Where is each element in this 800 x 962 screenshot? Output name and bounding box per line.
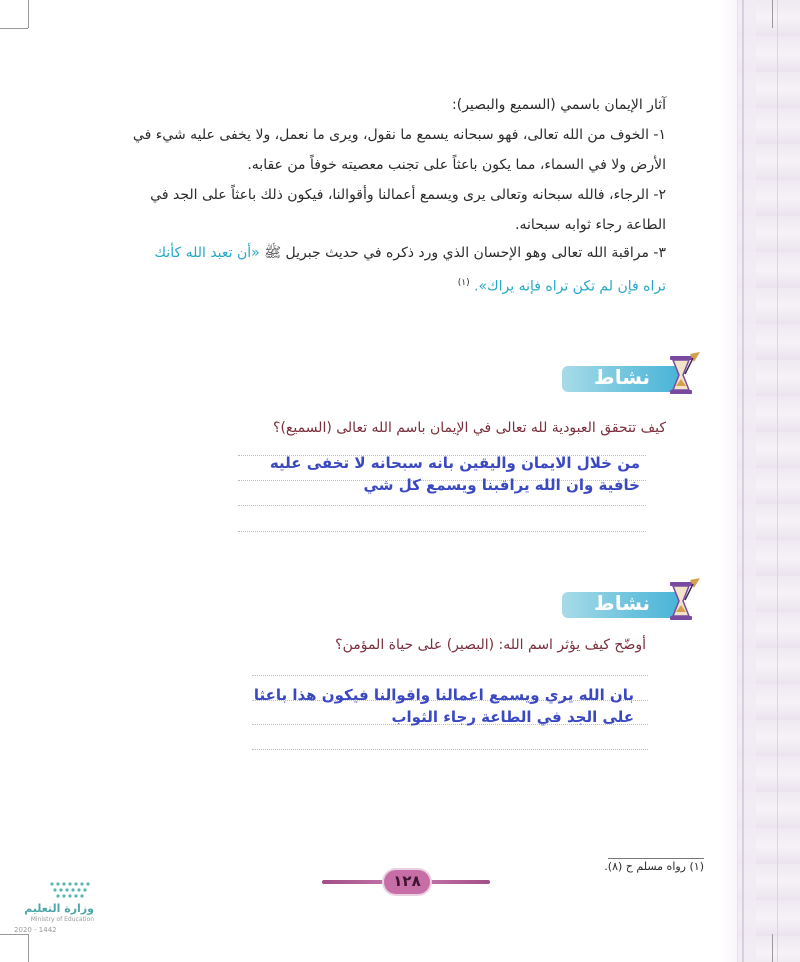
ministry-logo xyxy=(14,880,94,940)
activity-banner xyxy=(562,588,704,622)
list-item: ١- الخوف من الله تعالى، فهو سبحانه يسمع ما نقول، ويرى ما نعمل، ولا يخفى عليه شيء في الأرض ولا في السماء، مما يكون باعثاً على تجنب معصيته خوفاً من عقابه. xyxy=(132,127,666,173)
margin-line xyxy=(742,0,744,962)
decorative-margin-fade xyxy=(720,0,756,962)
activity-banner xyxy=(562,362,704,396)
section-heading: آثار الإيمان باسمي (السميع والبصير): xyxy=(452,97,666,113)
margin-line xyxy=(777,0,778,962)
hourglass-pen-icon xyxy=(664,352,702,398)
ministry-logo-subtitle: Ministry of Education xyxy=(30,916,94,923)
handwritten-answer-line: من خلال الايمان واليقين بانه سبحانه لا تخفى عليه xyxy=(269,454,640,472)
activity-question: كيف تتحقق العبودية لله تعالى في الإيمان باسم الله تعالى (السميع)؟ xyxy=(273,420,666,436)
crop-mark xyxy=(28,0,29,28)
writing-line xyxy=(238,505,646,506)
writing-line xyxy=(252,675,648,676)
ministry-logo-year: 2020 - 1442 xyxy=(14,926,57,934)
page-number: ١٢٨ xyxy=(393,872,421,890)
activity-banner-label: نشاط xyxy=(593,591,651,615)
activity-question: أوضّح كيف يؤثر اسم الله: (البصير) على حياة المؤمن؟ xyxy=(335,637,646,653)
writing-line xyxy=(252,749,648,750)
crop-mark xyxy=(772,0,773,28)
list-item-text: ٣- مراقبة الله تعالى وهو الإحسان الذي ورد ذكره في حديث جبريل ﷺ xyxy=(264,245,666,261)
handwritten-answer-line: بان الله يري ويسمع اعمالنا واقوالنا فيكون هذا باعثا xyxy=(253,686,634,704)
ministry-logo-icon xyxy=(48,880,94,902)
handwritten-answer-line: خافية وان الله يراقبنا ويسمع كل شي xyxy=(363,476,640,494)
page-number-bar xyxy=(322,870,490,894)
list-item: ٢- الرجاء، فالله سبحانه وتعالى يرى ويسمع أعمالنا وأقوالنا، فيكون ذلك باعثاً على الجد في الطاعة رجاء ثوابه سبحانه. xyxy=(150,187,666,233)
footnote: (١) رواه مسلم ح (٨). xyxy=(604,860,704,873)
page-number-badge xyxy=(384,870,430,894)
footnote-rule xyxy=(608,858,704,859)
list-item xyxy=(131,238,666,302)
crop-mark xyxy=(0,28,28,29)
crop-mark xyxy=(772,934,773,962)
footnote-marker: (١) xyxy=(457,278,470,288)
hadith-quote: «أن تعبد الله كأنك تراه فإن لم تكن تراه فإنه يراك». xyxy=(154,245,666,295)
activity-banner-label: نشاط xyxy=(593,365,651,389)
hourglass-pen-icon xyxy=(664,578,702,624)
writing-line xyxy=(238,531,646,532)
ministry-logo-name: وزارة التعليم xyxy=(24,902,94,915)
handwritten-answer-line: على الجد في الطاعة رجاء الثواب xyxy=(391,708,634,726)
